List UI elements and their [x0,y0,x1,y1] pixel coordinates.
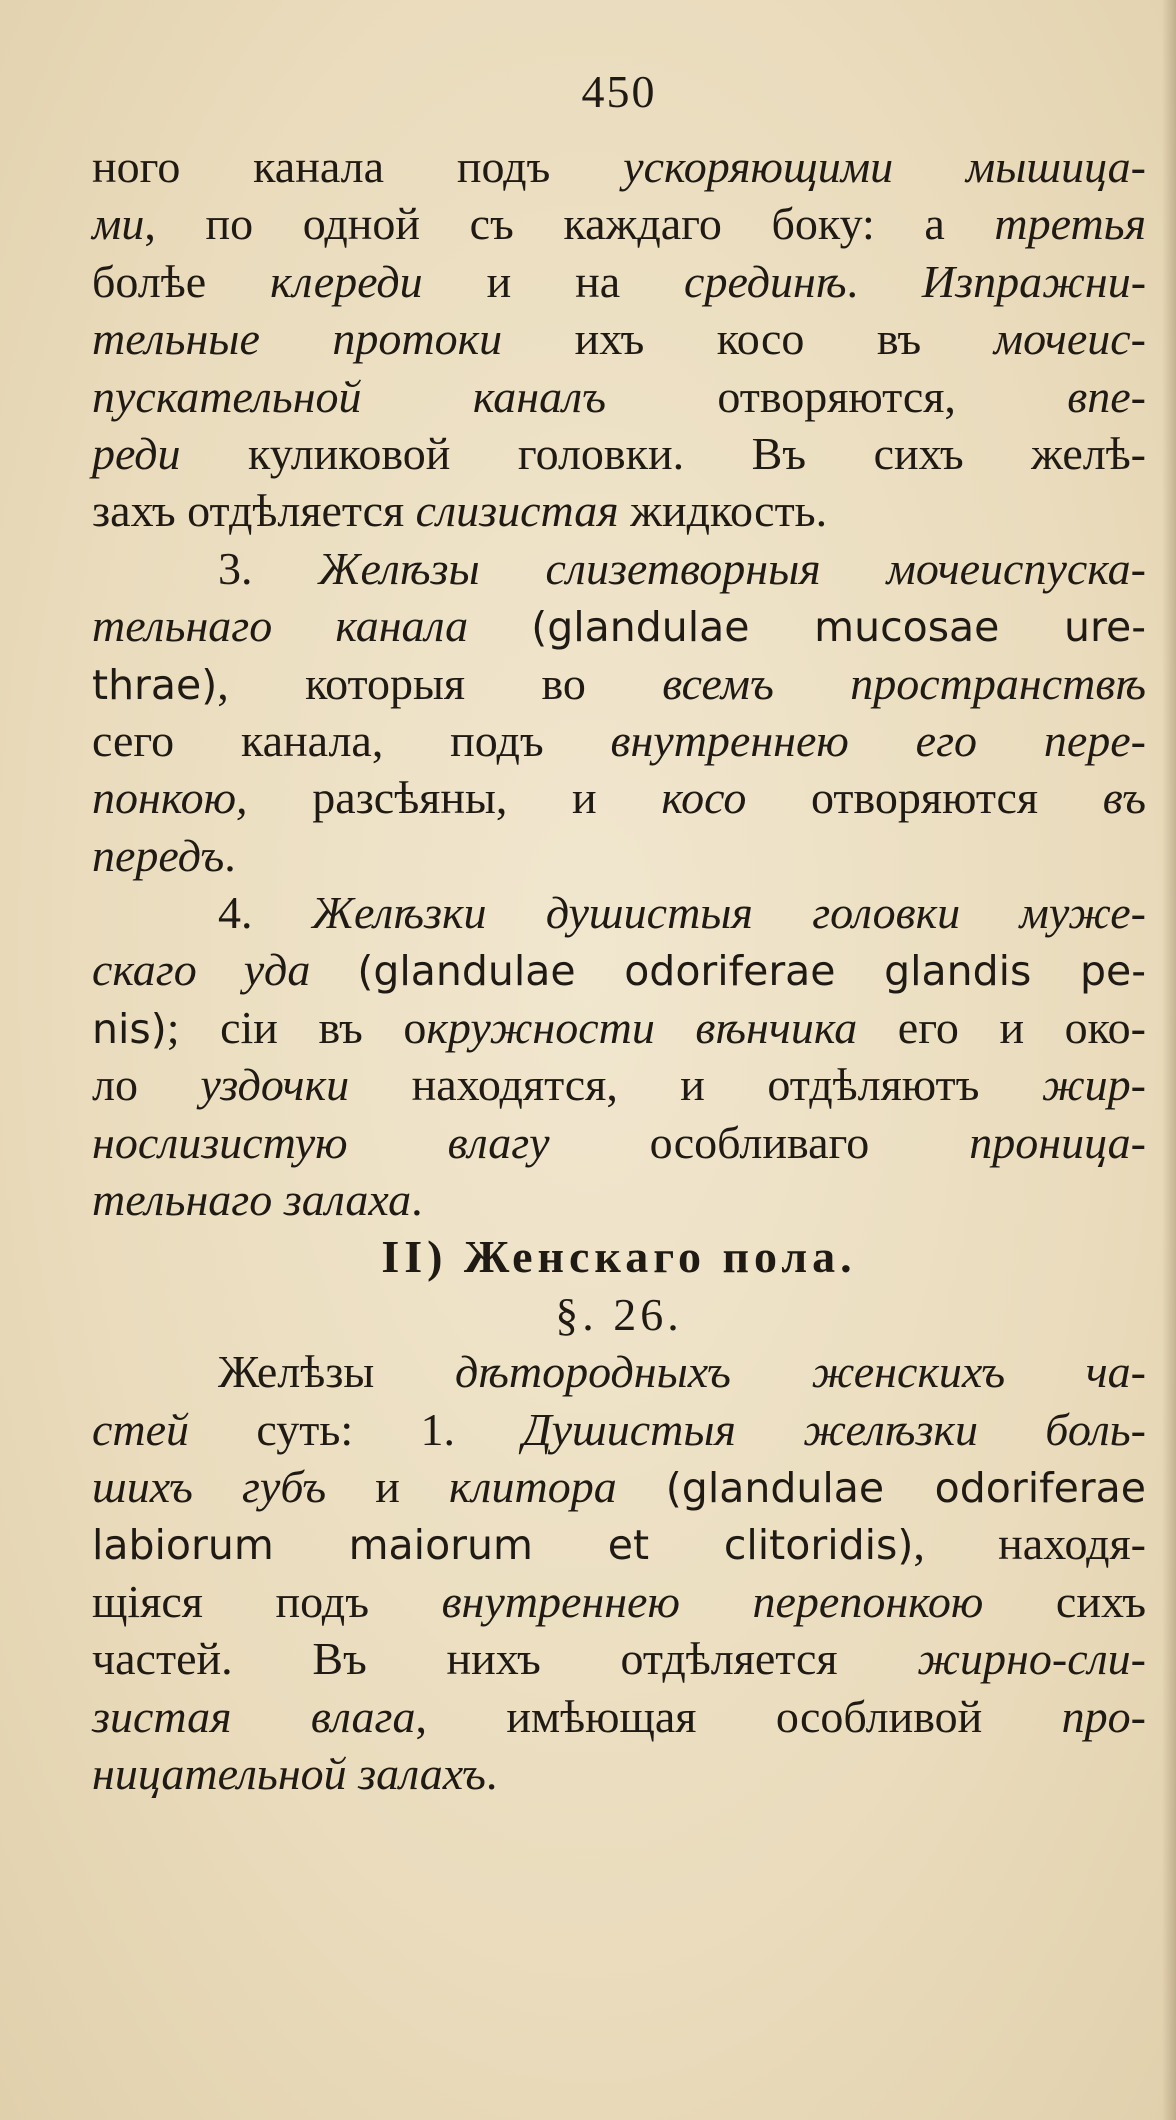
text-line: болѣе клереди и на срединѣ. Изпражни- [92,255,1147,307]
text-line: сего канала, подъ внутреннею его пере- [92,714,1146,766]
text-line: 4. Желѣзки душистыя головки муже- [218,887,1147,939]
text-line: тельные протоки ихъ косо въ мочеис- [92,313,1146,365]
text-line: 3. Желѣзы слизетворныя мочеиспуска- [218,542,1146,594]
text-line: ницательной залахъ. [92,1747,498,1799]
text-line: зистая влага, имѣющая особливой про- [92,1690,1146,1742]
section-number: §. 26. [555,1288,683,1340]
text-line: Желѣзы дѣтородныхъ женскихъ ча- [218,1346,1146,1398]
text-line: тельнаго залаха. [92,1174,423,1226]
text-line: labiorum maiorum et clitoridis), находя- [92,1518,1146,1570]
text-line: nis); сіи въ окружности вѣнчика его и око- [92,1001,1146,1053]
text-line: ми, по одной съ каждаго боку: а третья [92,198,1146,250]
text-line: пускательной каналъ отворяются, впе- [92,370,1146,422]
text-line: ло уздочки находятся, и отдѣляютъ жир- [92,1059,1146,1111]
text-line: щіяся подъ внутреннею перепонкою сихъ [92,1575,1146,1627]
text-line: захъ отдѣляется слизистая жидкость. [92,485,828,537]
page-text [92,138,1146,1802]
text-line: ного канала подъ ускоряющими мышица- [92,141,1146,192]
text-line: понкою, разсѣяны, и косо отворяются въ [92,772,1146,824]
text-line: скаго уда (glandulae odoriferae glandis pe- [92,944,1147,996]
page-edge-shadow [1162,0,1176,2120]
text-line: стей суть: 1. Душистыя желѣзки боль- [92,1403,1147,1455]
text-line: нослизистую влагу особливаго проница- [92,1116,1146,1168]
text-line: передъ. [92,829,236,881]
page-number: 450 [581,66,657,117]
text-line: thrae), которыя во всемъ пространствѣ [92,657,1146,709]
text-line: шихъ губъ и клитора (glandulae odoriferae [92,1460,1146,1512]
text-line: тельнаго канала (glandulae mucosae ure- [92,600,1146,652]
text-line: реди куликовой головки. Въ сихъ желѣ- [92,427,1146,479]
section-heading: II) Женскаго пола. [381,1231,857,1283]
text-line: частей. Въ нихъ отдѣляется жирно-сли- [92,1633,1146,1685]
